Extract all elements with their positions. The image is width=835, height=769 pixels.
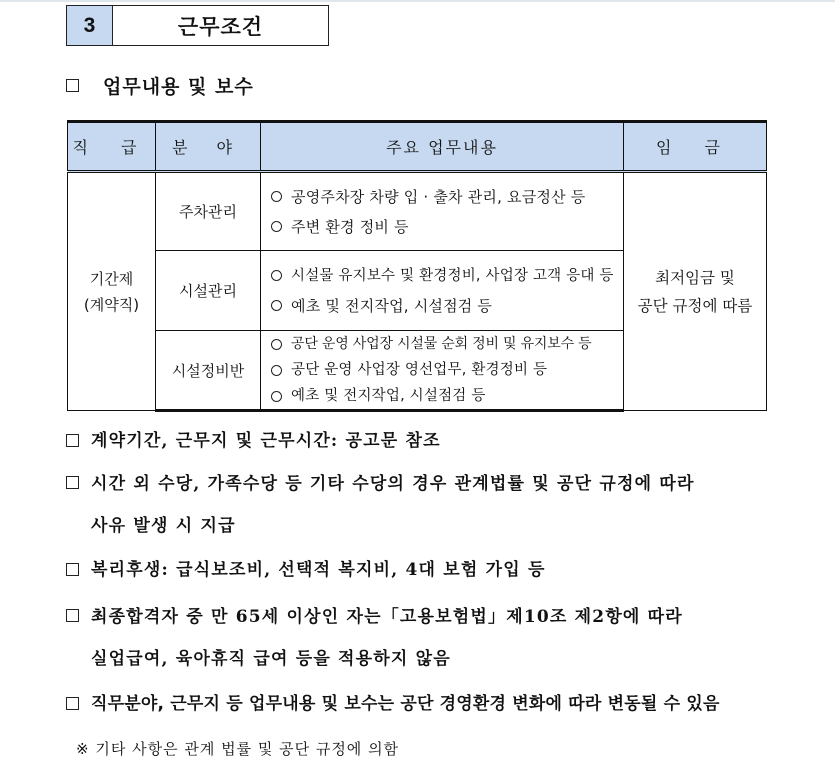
- duty-item: 공단 운영 사업장 영선업무, 환경정비 등: [271, 357, 623, 383]
- duty-item: 예초 및 전지작업, 시설점검 등: [271, 291, 623, 321]
- square-bullet-icon: [66, 697, 79, 710]
- circle-bullet-icon: [271, 300, 282, 311]
- square-bullet-icon: [66, 563, 79, 576]
- header-duties: 주요 업무내용: [261, 122, 624, 172]
- field-cell: 주차관리: [156, 172, 261, 251]
- section-number: 3: [67, 6, 113, 45]
- header-wage: 임 금: [624, 122, 767, 172]
- circle-bullet-icon: [271, 191, 282, 202]
- circle-bullet-icon: [271, 221, 282, 232]
- duty-item: 공단 운영 사업장 시설물 순회 정비 및 유지보수 등: [271, 331, 623, 357]
- duty-item: 주변 환경 정비 등: [271, 212, 623, 242]
- work-conditions-table: [67, 120, 767, 412]
- circle-bullet-icon: [271, 339, 282, 350]
- table-header-row: [68, 122, 767, 172]
- duties-cell: [261, 331, 624, 411]
- condition-item-age: 최종합격자 중 만 65세 이상인 자는「고용보험법」제10조 제2항에 따라 실업급여, 육아휴직 급여 등을 적용하지 않음: [66, 596, 683, 680]
- table-row: [68, 172, 767, 251]
- square-bullet-icon: [66, 609, 79, 622]
- condition-item-welfare: 복리후생: 급식보조비, 선택적 복지비, 4대 보험 가입 등: [66, 550, 546, 590]
- duties-cell: [261, 251, 624, 331]
- wage-cell: 최저임금 및 공단 규정에 따름: [624, 172, 767, 411]
- duties-cell: [261, 172, 624, 251]
- footnote: ※ 기타 사항은 관계 법률 및 공단 규정에 의함: [76, 740, 400, 758]
- field-cell: 시설관리: [156, 251, 261, 331]
- subheading: [66, 72, 254, 99]
- duty-item: 시설물 유지보수 및 환경정비, 사업장 고객 응대 등: [271, 261, 623, 291]
- section-heading: [66, 5, 329, 46]
- top-strip: [0, 0, 835, 2]
- square-bullet-icon: [66, 476, 79, 489]
- condition-item-change: 직무분야, 근무지 등 업무내용 및 보수는 공단 경영환경 변화에 따라 변동될 수 있음: [66, 684, 720, 724]
- header-grade: 직 급: [68, 122, 156, 172]
- section-title: 근무조건: [177, 14, 264, 39]
- duty-item: 예초 및 전지작업, 시설점검 등: [271, 383, 623, 409]
- grade-cell: 기간제 (계약직): [68, 172, 156, 411]
- field-cell: 시설정비반: [156, 331, 261, 411]
- circle-bullet-icon: [271, 270, 282, 281]
- square-bullet-icon: [66, 434, 79, 447]
- circle-bullet-icon: [271, 391, 282, 402]
- condition-item-allowance: 시간 외 수당, 가족수당 등 기타 수당의 경우 관계법률 및 공단 규정에 따라 사유 발생 시 지급: [66, 463, 695, 547]
- square-bullet-icon: [66, 79, 79, 92]
- condition-item-contract: 계약기간, 근무지 및 근무시간: 공고문 참조: [66, 421, 441, 461]
- subheading-text: 업무내용 및 보수: [103, 76, 254, 98]
- header-field: 분 야: [156, 122, 261, 172]
- circle-bullet-icon: [271, 365, 282, 376]
- duty-item: 공영주차장 차량 입 · 출차 관리, 요금정산 등: [271, 182, 623, 212]
